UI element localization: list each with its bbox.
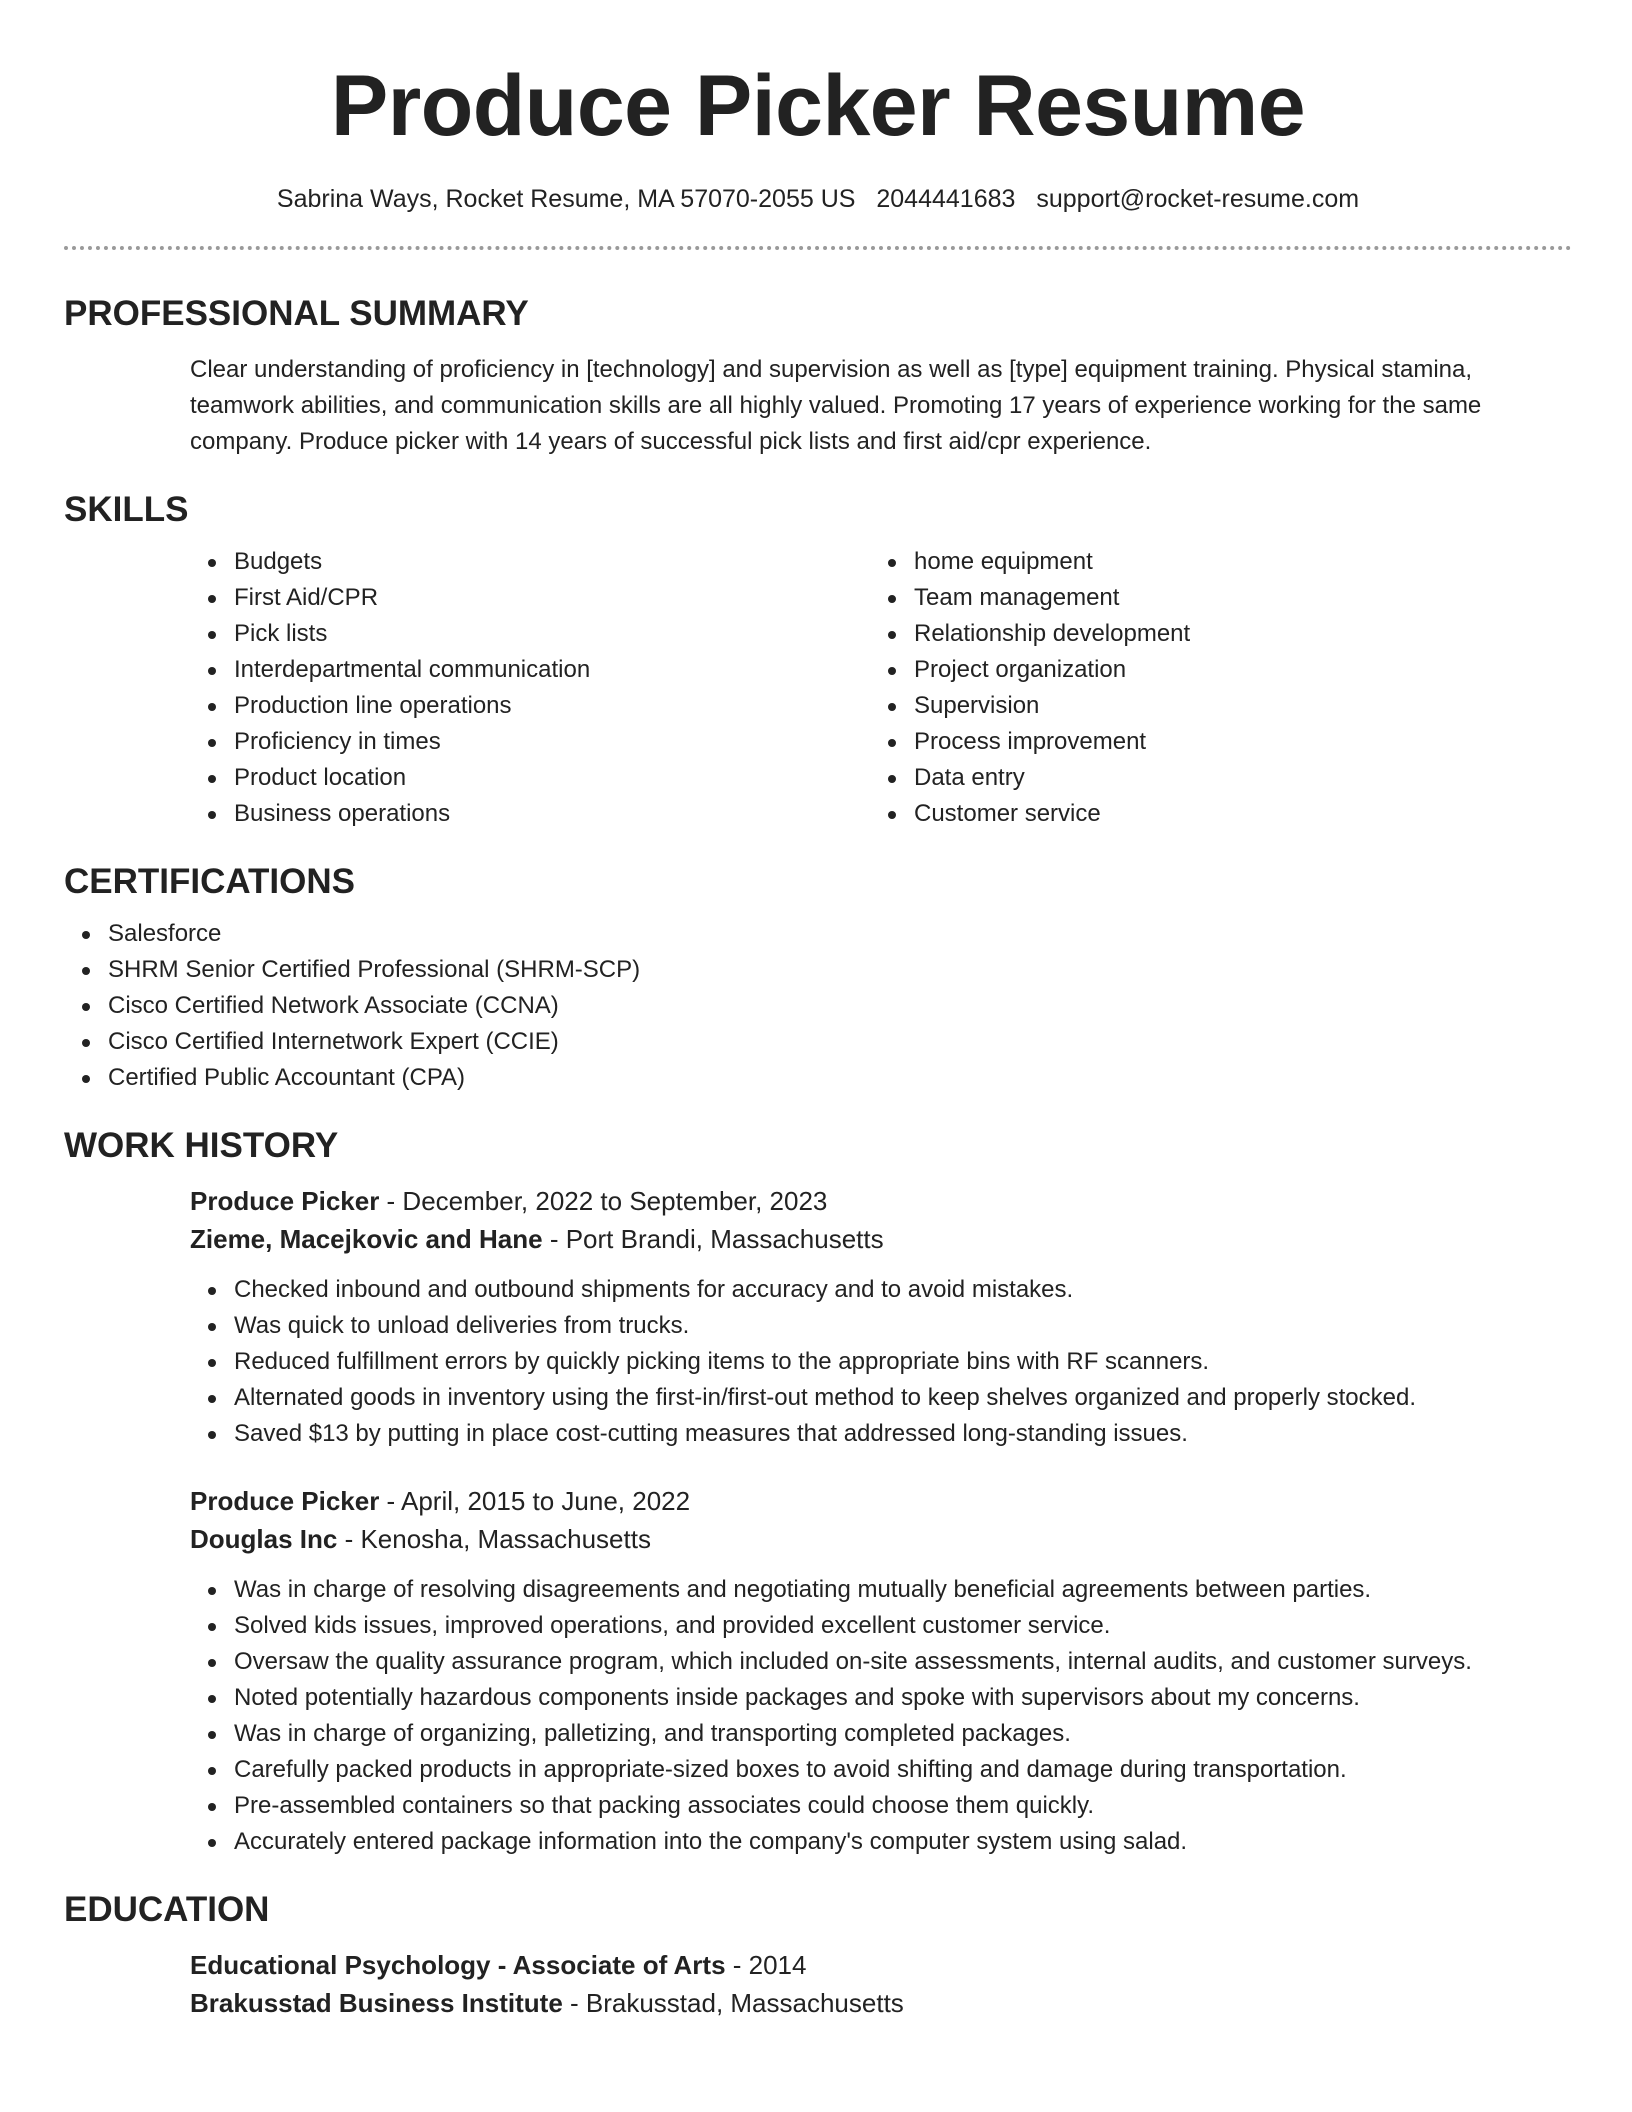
- education-entry: [190, 1946, 1572, 2022]
- job-company-line: [190, 1520, 1572, 1558]
- job-entry: [190, 1182, 1572, 1452]
- list-item: Oversaw the quality assurance program, which included on-site assessments, internal audits, and customer surveys.: [190, 1644, 1572, 1680]
- list-item: Alternated goods in inventory using the first-in/first-out method to keep shelves organized and properly stocked.: [190, 1380, 1572, 1416]
- summary-section: [64, 292, 1572, 460]
- education-school: Brakusstad Business Institute: [190, 1988, 563, 2018]
- list-item: SHRM Senior Certified Professional (SHRM-SCP): [64, 952, 1572, 988]
- list-item: Was in charge of organizing, palletizing, and transporting completed packages.: [190, 1716, 1572, 1752]
- job-dates: - December, 2022 to September, 2023: [379, 1186, 828, 1216]
- job-bullets: [64, 1272, 1572, 1452]
- list-item: Project organization: [870, 652, 1550, 688]
- list-item: Proficiency in times: [190, 724, 870, 760]
- section-heading-summary: PROFESSIONAL SUMMARY: [64, 294, 529, 333]
- skills-left-list: [190, 544, 870, 832]
- education-section: [64, 1888, 1572, 2022]
- list-item: home equipment: [870, 544, 1550, 580]
- section-heading-education: EDUCATION: [64, 1890, 270, 1929]
- list-item: Business operations: [190, 796, 870, 832]
- page-title: Produce Picker Resume: [330, 58, 1306, 154]
- job-company-line: [190, 1220, 1572, 1258]
- list-item: Pick lists: [190, 616, 870, 652]
- list-item: Was quick to unload deliveries from trucks.: [190, 1308, 1572, 1344]
- header-divider: [64, 246, 1572, 250]
- work-history-section: [64, 1124, 1572, 1860]
- list-item: Carefully packed products in appropriate-sized boxes to avoid shifting and damage during transportation.: [190, 1752, 1572, 1788]
- list-item: Saved $13 by putting in place cost-cutting measures that addressed long-standing issues.: [190, 1416, 1572, 1452]
- job-dates: - April, 2015 to June, 2022: [379, 1486, 691, 1516]
- section-heading-skills: SKILLS: [64, 490, 189, 529]
- job-location: - Port Brandi, Massachusetts: [542, 1224, 884, 1254]
- summary-text: Clear understanding of proficiency in [technology] and supervision as well as [type] equipment training. Physical stamina, teamwork abilities, and communication skills are all highly valued. Promoting 17 years of experience working for the same company. Produce picker with 14 years of successful pick lists and first aid/cpr experience.: [190, 356, 1482, 455]
- resume-page: [64, 0, 1572, 2022]
- list-item: Data entry: [870, 760, 1550, 796]
- education-location: - Brakusstad, Massachusetts: [562, 1988, 904, 2018]
- section-heading-work-history: WORK HISTORY: [64, 1126, 339, 1165]
- list-item: Salesforce: [64, 916, 1572, 952]
- list-item: Process improvement: [870, 724, 1550, 760]
- job-company: Douglas Inc: [190, 1524, 338, 1554]
- list-item: Customer service: [870, 796, 1550, 832]
- list-item: Budgets: [190, 544, 870, 580]
- list-item: Team management: [870, 580, 1550, 616]
- list-item: First Aid/CPR: [190, 580, 870, 616]
- education-school-line: [190, 1984, 1572, 2022]
- list-item: Accurately entered package information into the company's computer system using salad.: [190, 1824, 1572, 1860]
- job-location: - Kenosha, Massachusetts: [337, 1524, 651, 1554]
- list-item: Pre-assembled containers so that packing associates could choose them quickly.: [190, 1788, 1572, 1824]
- list-item: Interdepartmental communication: [190, 652, 870, 688]
- contact-line: [64, 182, 1572, 216]
- skills-section: [64, 488, 1572, 832]
- job-title: Produce Picker: [190, 1186, 380, 1216]
- list-item: Production line operations: [190, 688, 870, 724]
- job-entry: [190, 1482, 1572, 1860]
- job-company: Zieme, Macejkovic and Hane: [190, 1224, 543, 1254]
- list-item: Was in charge of resolving disagreements and negotiating mutually beneficial agreements between parties.: [190, 1572, 1572, 1608]
- list-item: Solved kids issues, improved operations, and provided excellent customer service.: [190, 1608, 1572, 1644]
- list-item: Certified Public Accountant (CPA): [64, 1060, 1572, 1096]
- contact-address: Sabrina Ways, Rocket Resume, MA 57070-2055 US: [276, 185, 856, 213]
- certifications-section: [64, 860, 1572, 1096]
- list-item: Reduced fulfillment errors by quickly picking items to the appropriate bins with RF scanners.: [190, 1344, 1572, 1380]
- job-title-line: [190, 1182, 1572, 1220]
- list-item: Product location: [190, 760, 870, 796]
- list-item: Supervision: [870, 688, 1550, 724]
- skills-right-list: [870, 544, 1550, 832]
- contact-phone: 2044441683: [876, 185, 1016, 213]
- job-bullets: [64, 1572, 1572, 1860]
- section-heading-certifications: CERTIFICATIONS: [64, 862, 356, 901]
- certifications-list: [64, 916, 1572, 1096]
- education-degree: Educational Psychology - Associate of Arts: [190, 1950, 726, 1980]
- list-item: Cisco Certified Internetwork Expert (CCIE): [64, 1024, 1572, 1060]
- list-item: Cisco Certified Network Associate (CCNA): [64, 988, 1572, 1024]
- education-year: - 2014: [725, 1950, 807, 1980]
- list-item: Noted potentially hazardous components inside packages and spoke with supervisors about my concerns.: [190, 1680, 1572, 1716]
- job-title-line: [190, 1482, 1572, 1520]
- skills-columns: [190, 544, 1572, 832]
- education-degree-line: [190, 1946, 1572, 1984]
- list-item: Relationship development: [870, 616, 1550, 652]
- list-item: Checked inbound and outbound shipments for accuracy and to avoid mistakes.: [190, 1272, 1572, 1308]
- job-title: Produce Picker: [190, 1486, 380, 1516]
- contact-email: support@rocket-resume.com: [1036, 185, 1360, 213]
